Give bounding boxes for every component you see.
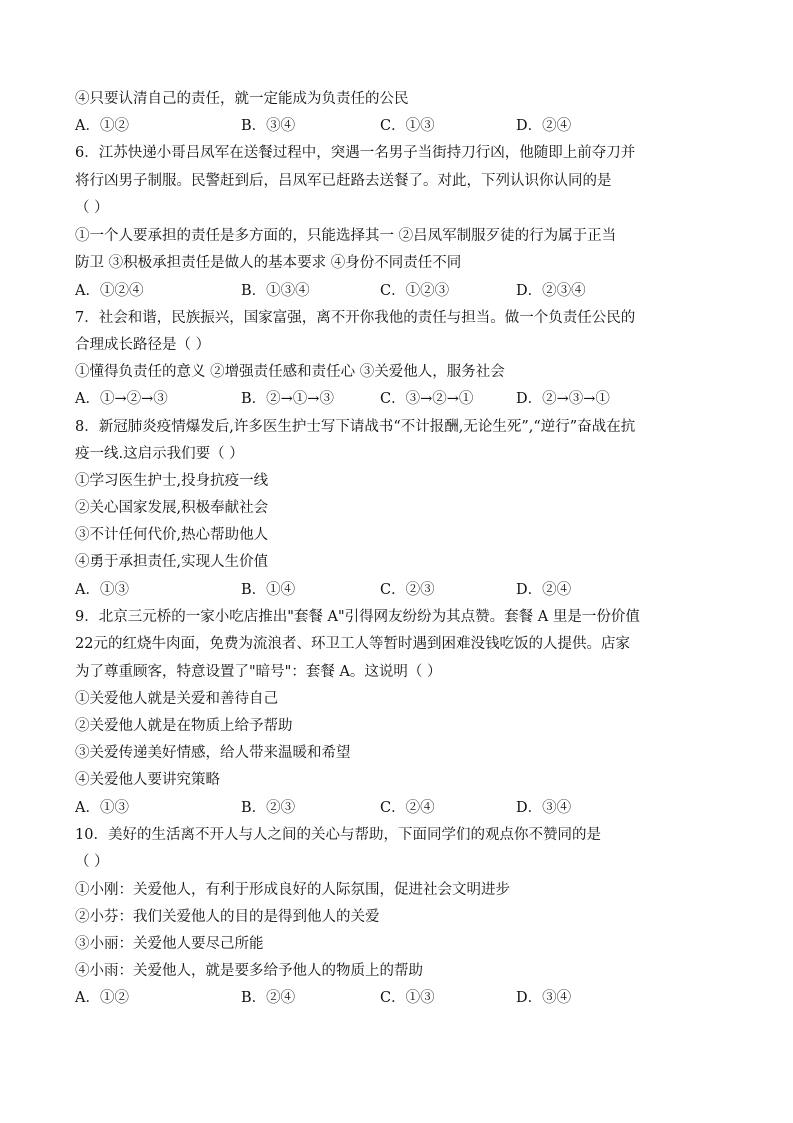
q6-statements-line-1: ①一个人要承担的责任是多方面的，只能选择其一 ②吕凤军制服歹徒的行为属于正当 [75, 228, 617, 244]
q6-options [75, 281, 725, 301]
q9-stem-line-1: 9．北京三元桥的一家小吃店推出"套餐 A"引得网友纷纷为其点赞。套餐 A 里是一份价值 [75, 609, 640, 625]
q6-option-c[interactable]: C．①②③ [380, 283, 450, 299]
q8-option-c[interactable]: C．②③ [380, 582, 435, 598]
q5-option-a[interactable]: A．①② [75, 118, 129, 134]
q10-statement-3: ③小丽：关爱他人要尽己所能 [75, 936, 264, 952]
q9-option-c[interactable]: C．②④ [380, 800, 435, 816]
q7-option-a[interactable]: A．①→②→③ [75, 391, 168, 407]
q10-option-c[interactable]: C．①③ [380, 990, 435, 1006]
q7-option-d[interactable]: D．②→③→① [516, 391, 610, 407]
q6-option-b[interactable]: B．①③④ [241, 283, 310, 299]
q6-option-a[interactable]: A．①②④ [75, 283, 144, 299]
q9-statement-2: ②关爱他人就是在物质上给予帮助 [75, 718, 293, 734]
q8-stem-line-2: 疫一线.这启示我们要（ ） [75, 446, 244, 462]
q8-statement-2: ②关心国家发展,积极奉献社会 [75, 500, 269, 516]
q5-option-c[interactable]: C．①③ [380, 118, 435, 134]
q5-statement-4: ④只要认清自己的责任，就一定能成为负责任的公民 [75, 91, 409, 107]
q8-option-d[interactable]: D．②④ [516, 582, 572, 598]
q6-stem-line-1: 6．江苏快递小哥吕凤军在送餐过程中，突遇一名男子当街持刀行凶，他随即上前夺刀并 [75, 145, 636, 161]
q9-option-a[interactable]: A．①③ [75, 800, 129, 816]
q10-option-b[interactable]: B．②④ [241, 990, 296, 1006]
q9-options [75, 798, 725, 818]
q8-statement-1: ①学习医生护士,投身抗疫一线 [75, 473, 269, 489]
q10-option-a[interactable]: A．①② [75, 990, 129, 1006]
q10-answer-blank: （ ） [75, 854, 109, 870]
q6-stem-line-2: 将行凶男子制服。民警赶到后，吕凤军已赶路去送餐了。对此，下列认识你认同的是 [75, 173, 612, 189]
q8-stem-line-1: 8．新冠肺炎疫情爆发后,许多医生护士写下请战书“不计报酬,无论生死”,“逆行”奋战在抗 [75, 419, 636, 435]
q7-stem-line-2: 合理成长路径是（ ） [75, 337, 211, 353]
q5-options [75, 116, 725, 136]
q8-option-a[interactable]: A．①③ [75, 582, 129, 598]
q9-statement-3: ③关爱传递美好情感，给人带来温暖和希望 [75, 745, 351, 761]
q10-statement-4: ④小雨：关爱他人，就是要多给予他人的物质上的帮助 [75, 963, 423, 979]
q5-option-b[interactable]: B．③④ [241, 118, 296, 134]
q9-statement-1: ①关爱他人就是关爱和善待自己 [75, 691, 278, 707]
q8-statement-4: ④勇于承担责任,实现人生价值 [75, 554, 269, 570]
q9-stem-line-3: 为了尊重顾客，特意设置了"暗号"：套餐 A。这说明（ ） [75, 664, 442, 680]
q7-option-b[interactable]: B．②→①→③ [241, 391, 334, 407]
q9-option-b[interactable]: B．②③ [241, 800, 296, 816]
q10-statement-2: ②小芬：我们关爱他人的目的是得到他人的关爱 [75, 909, 380, 925]
q5-option-d[interactable]: D．②④ [516, 118, 572, 134]
q7-option-c[interactable]: C．③→②→① [380, 391, 474, 407]
q10-stem-line-1: 10．美好的生活离不开人与人之间的关心与帮助，下面同学们的观点你不赞同的是 [75, 827, 601, 843]
q8-options [75, 580, 725, 600]
q7-statements: ①懂得负责任的意义 ②增强责任感和责任心 ③关爱他人，服务社会 [75, 364, 505, 380]
q9-stem-line-2: 22元的红烧牛肉面，免费为流浪者、环卫工人等暂时遇到困难没钱吃饭的人提供。店家 [75, 636, 630, 652]
q7-stem-line-1: 7．社会和谐，民族振兴，国家富强，离不开你我他的责任与担当。做一个负责任公民的 [75, 310, 636, 326]
q9-option-d[interactable]: D．③④ [516, 800, 572, 816]
q10-statement-1: ①小刚：关爱他人，有利于形成良好的人际氛围，促进社会文明进步 [75, 882, 510, 898]
q8-statement-3: ③不计任何代价,热心帮助他人 [75, 527, 269, 543]
q8-option-b[interactable]: B．①④ [241, 582, 296, 598]
q6-option-d[interactable]: D．②③④ [516, 283, 586, 299]
q10-options [75, 988, 725, 1008]
q7-options [75, 389, 725, 409]
q10-option-d[interactable]: D．③④ [516, 990, 572, 1006]
q6-answer-blank: （ ） [75, 200, 109, 216]
q9-statement-4: ④关爱他人要讲究策略 [75, 772, 220, 788]
q6-statements-line-2: 防卫 ③积极承担责任是做人的基本要求 ④身份不同责任不同 [75, 255, 462, 271]
